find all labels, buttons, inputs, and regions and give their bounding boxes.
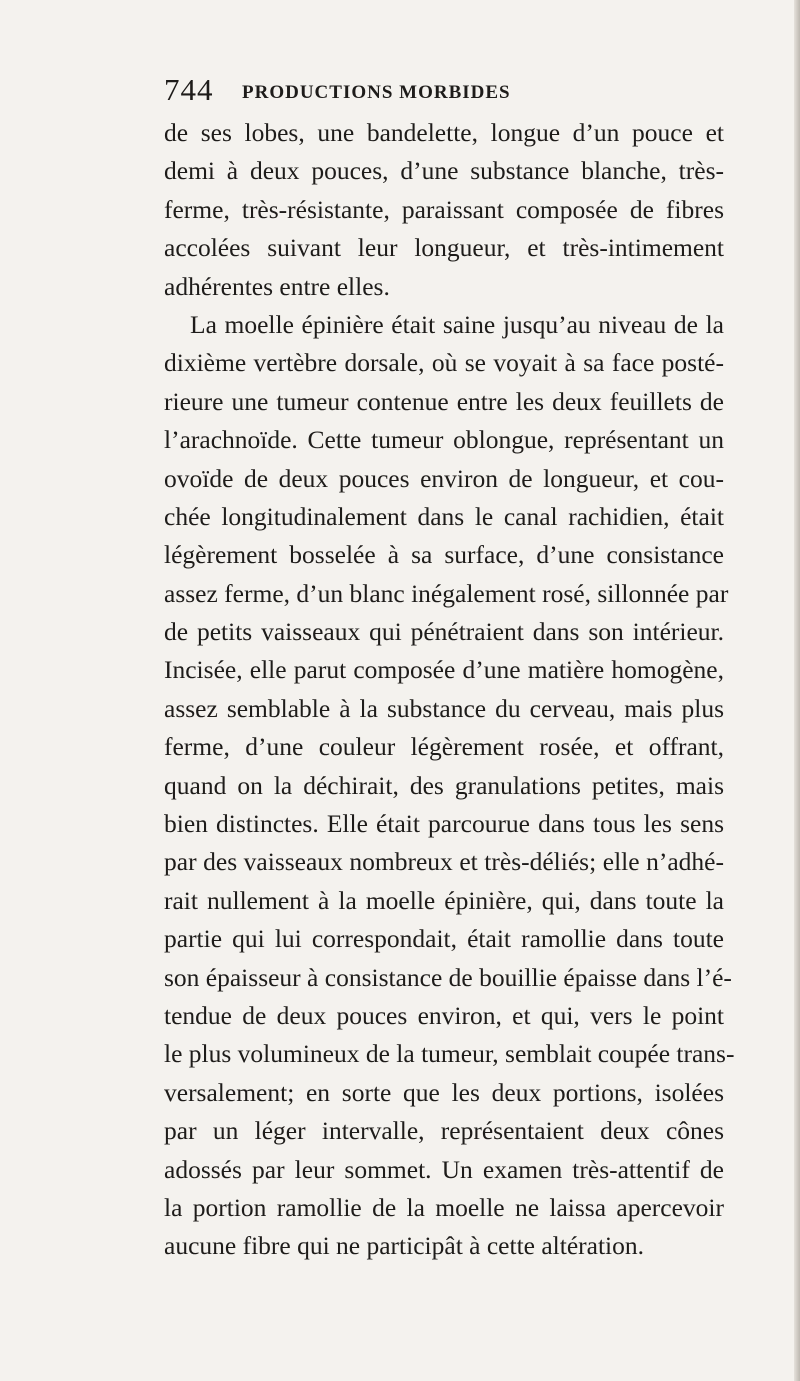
text-line: son épaisseur à consistance de bouillie épaisse dans l’é- bbox=[164, 962, 732, 992]
text-line: versalement; en sorte que les deux portions, isolées bbox=[164, 1077, 724, 1107]
page-edge-shadow bbox=[794, 0, 800, 1381]
text-line: rieure une tumeur contenue entre les deux feuillets de bbox=[164, 386, 724, 416]
text-line: par des vaisseaux nombreux et très-déliés; elle n’adhé- bbox=[164, 847, 724, 877]
text-line: demi à deux pouces, d’une substance blanche, très- bbox=[164, 156, 724, 186]
text-line: l’arachnoïde. Cette tumeur oblongue, représentant un bbox=[164, 425, 724, 455]
text-line: ovoïde de deux pouces environ de longueur, et cou- bbox=[164, 463, 724, 493]
page-number: 744 bbox=[164, 72, 214, 107]
text-line: légèrement bosselée à sa surface, d’une consistance bbox=[164, 540, 724, 570]
text-line: chée longitudinalement dans le canal rachidien, était bbox=[164, 501, 724, 531]
text-line: rait nullement à la moelle épinière, qui, dans toute la bbox=[164, 885, 724, 915]
text-line: bien distinctes. Elle était parcourue dans tous les sens bbox=[164, 809, 724, 839]
body-text bbox=[164, 114, 735, 1266]
text-line: de petits vaisseaux qui pénétraient dans son intérieur. bbox=[164, 617, 724, 647]
text-line: Incisée, elle parut composée d’une matière homogène, bbox=[164, 655, 724, 685]
text-line: par un léger intervalle, représentaient deux cônes bbox=[164, 1116, 724, 1146]
text-line: la portion ramollie de la moelle ne laissa apercevoir bbox=[164, 1192, 724, 1222]
text-line: adhérentes entre elles. bbox=[164, 271, 390, 301]
page-header bbox=[164, 72, 724, 112]
text-line: aucune fibre qui ne participât à cette altération. bbox=[164, 1231, 645, 1261]
text-line: partie qui lui correspondait, était ramollie dans toute bbox=[164, 924, 724, 954]
text-line: ferme, très-résistante, paraissant composée de fibres bbox=[164, 194, 724, 224]
text-line: dixième vertèbre dorsale, où se voyait à sa face posté- bbox=[164, 348, 724, 378]
running-head: PRODUCTIONS MORBIDES bbox=[242, 82, 511, 103]
text-line: assez semblable à la substance du cerveau, mais plus bbox=[164, 693, 724, 723]
paragraph bbox=[164, 306, 735, 1266]
text-line: accolées suivant leur longueur, et très-intimement bbox=[164, 233, 724, 263]
text-line: de ses lobes, une bandelette, longue d’un pouce et bbox=[164, 118, 724, 147]
text-line: quand on la déchirait, des granulations petites, mais bbox=[164, 770, 724, 800]
text-line: assez ferme, d’un blanc inégalement rosé, sillonnée par bbox=[164, 578, 729, 608]
text-line: La moelle épinière était saine jusqu’au niveau de la bbox=[190, 309, 724, 339]
text-line: tendue de deux pouces environ, et qui, vers le point bbox=[164, 1000, 724, 1030]
paragraph bbox=[164, 114, 724, 306]
text-line: adossés par leur sommet. Un examen très-attentif de bbox=[164, 1154, 724, 1184]
text-line: ferme, d’une couleur légèrement rosée, et offrant, bbox=[164, 732, 724, 762]
text-line: le plus volumineux de la tumeur, semblait coupée trans- bbox=[164, 1039, 735, 1069]
